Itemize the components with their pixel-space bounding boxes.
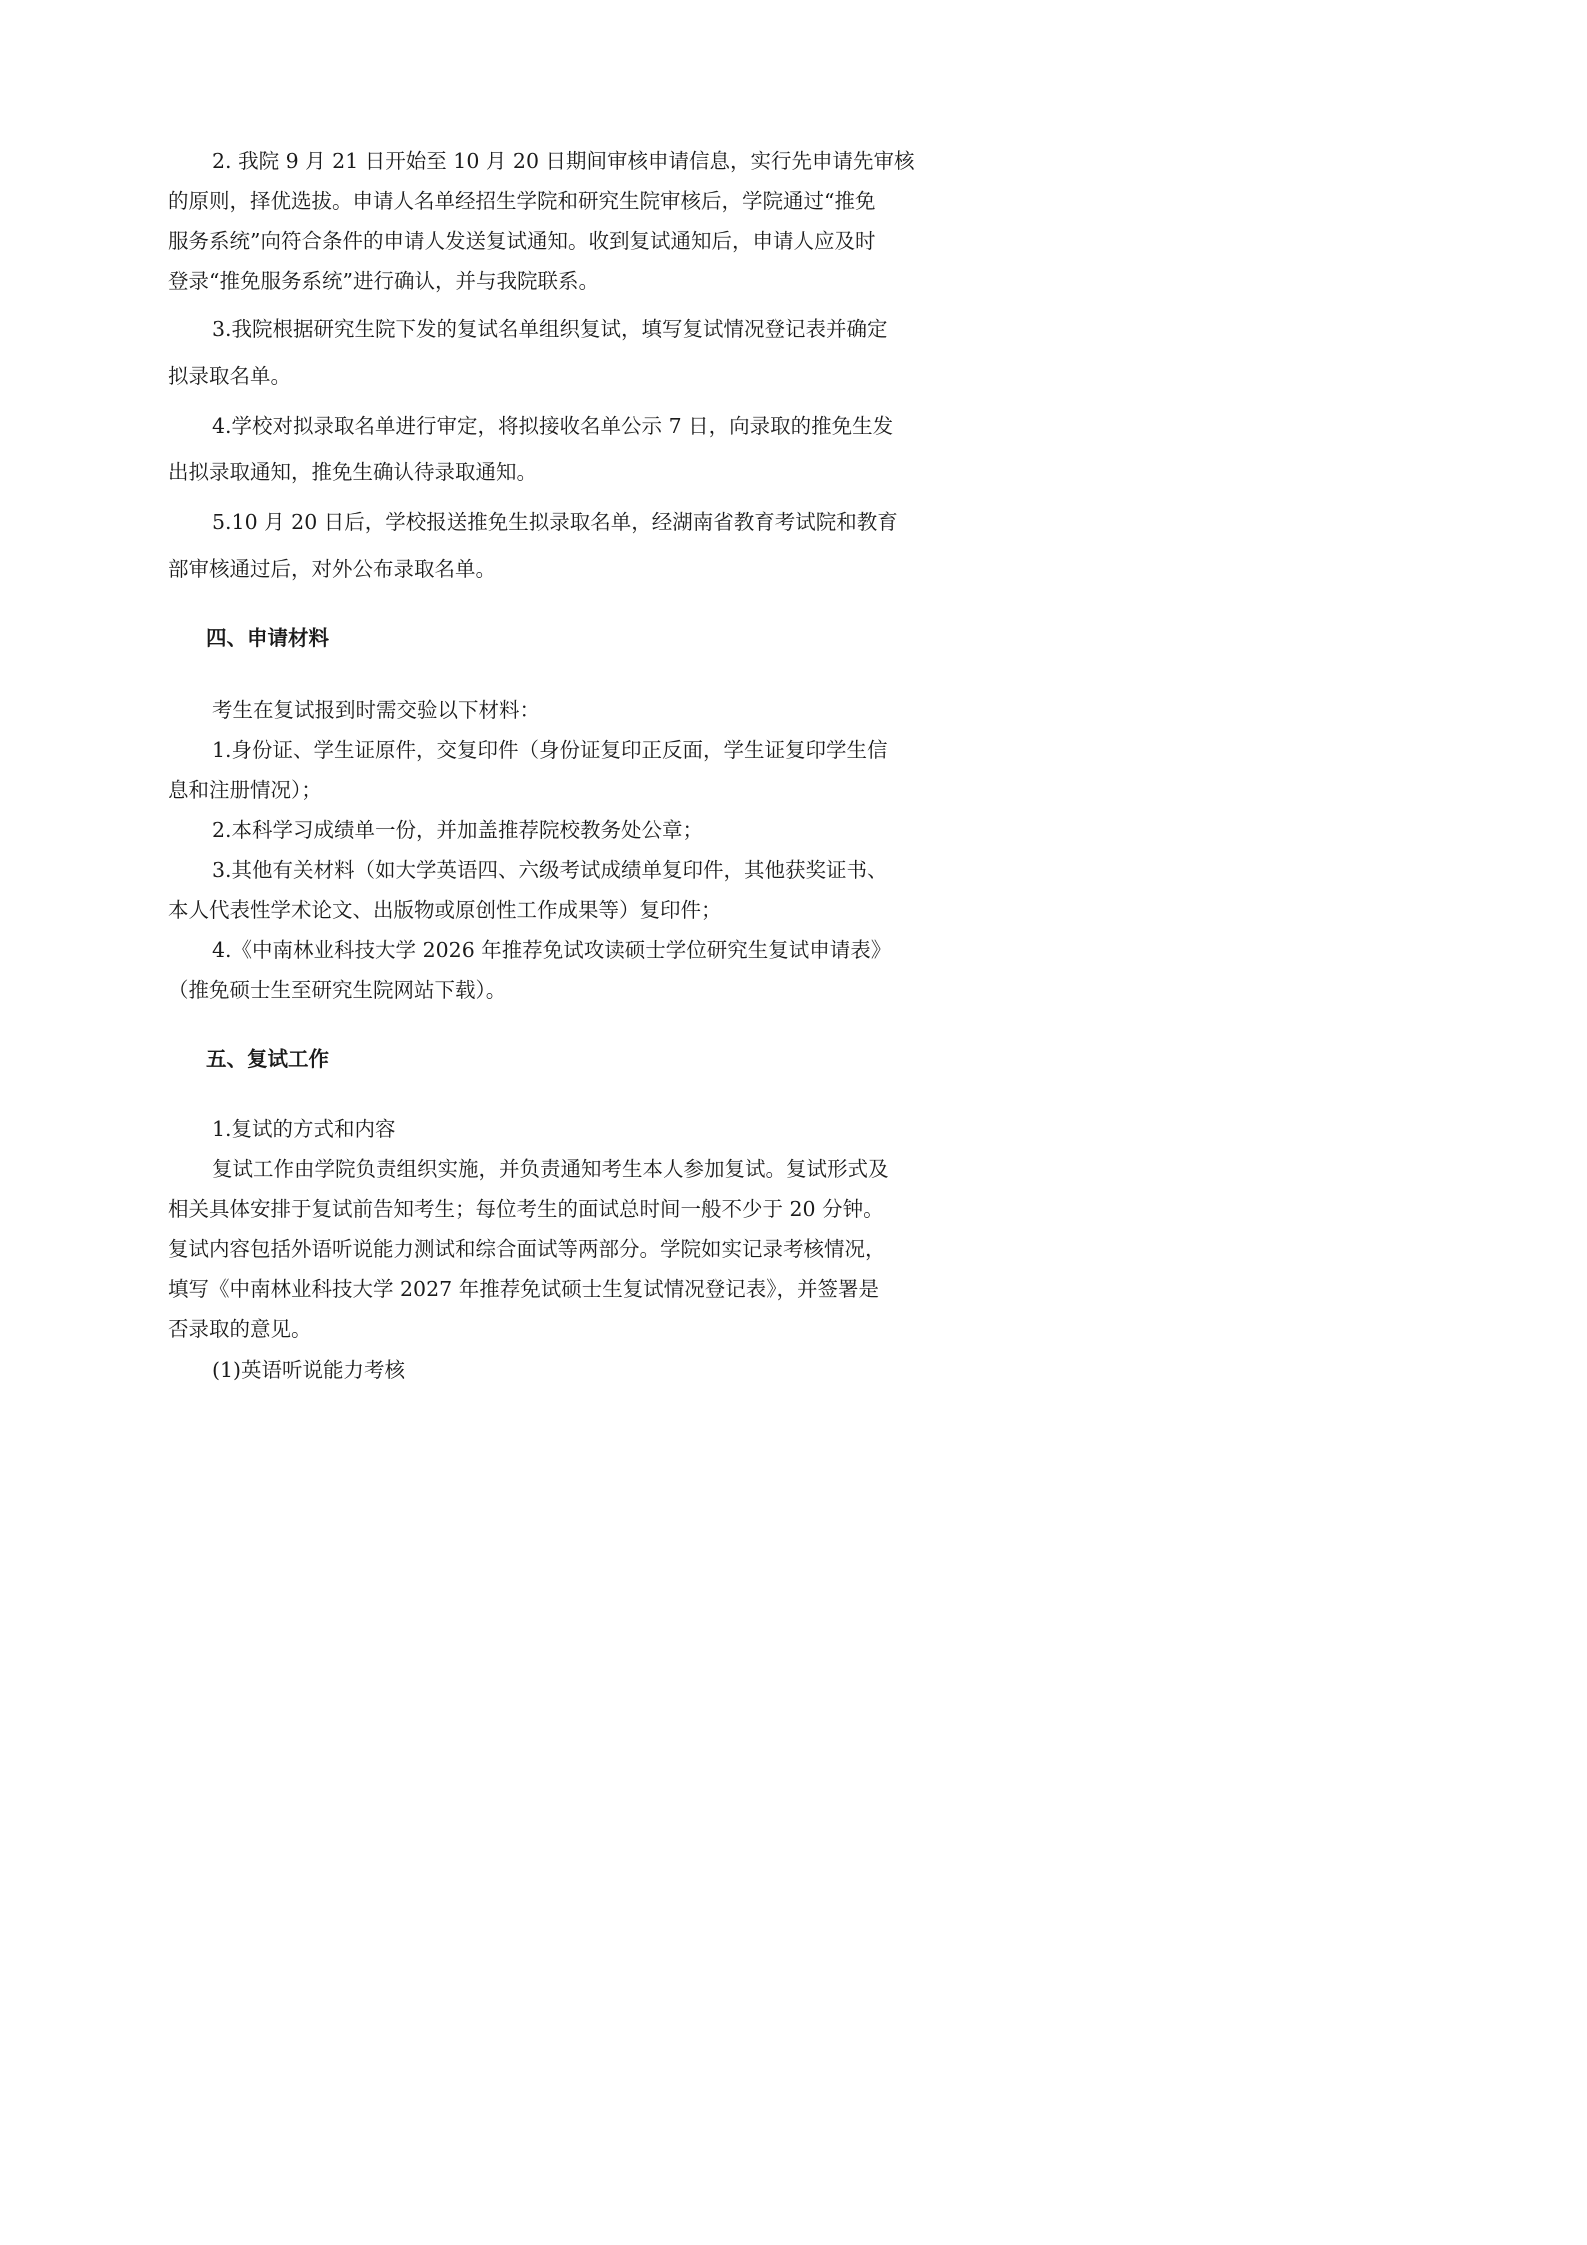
material-1-line-2: 息和注册情况）；: [168, 778, 322, 802]
paragraph-item-2-line-3: 服务系统”向符合条件的申请人发送复试通知。收到复试通知后，申请人应及时: [168, 229, 876, 253]
material-2: 2.本科学习成绩单一份，并加盖推荐院校教务处公章；: [212, 818, 704, 842]
material-3-line-1: 3.其他有关材料（如大学英语四、六级考试成绩单复印件，其他获奖证书、: [212, 858, 888, 882]
paragraph-item-2-line-4: 登录“推免服务系统”进行确认，并与我院联系。: [168, 269, 599, 293]
paragraph-item-2-line-1: 2. 我院 9 月 21 日开始至 10 月 20 日期间审核申请信息，实行先申请先审核: [212, 149, 915, 173]
section-heading-reexamination: 五、复试工作: [206, 1047, 329, 1071]
material-4-line-1: 4.《中南林业科技大学 2026 年推荐免试攻读硕士学位研究生复试申请表》: [212, 938, 892, 962]
reexam-paragraph-line-3: 复试内容包括外语听说能力测试和综合面试等两部分。学院如实记录考核情况，: [168, 1237, 886, 1261]
paragraph-item-4-line-1: 4.学校对拟录取名单进行审定，将拟接收名单公示 7 日，向录取的推免生发: [212, 414, 894, 438]
material-3-line-2: 本人代表性学术论文、出版物或原创性工作成果等）复印件；: [168, 898, 722, 922]
subsection-method-and-content: 1.复试的方式和内容: [212, 1117, 396, 1141]
materials-intro: 考生在复试报到时需交验以下材料：: [212, 698, 540, 722]
reexam-paragraph-line-4: 填写《中南林业科技大学 2027 年推荐免试硕士生复试情况登记表》，并签署是: [168, 1277, 879, 1301]
paragraph-item-3-line-1: 3.我院根据研究生院下发的复试名单组织复试，填写复试情况登记表并确定: [212, 317, 888, 341]
material-1-line-1: 1.身份证、学生证原件，交复印件（身份证复印正反面，学生证复印学生信: [212, 738, 888, 762]
paragraph-item-5-line-1: 5.10 月 20 日后，学校报送推免生拟录取名单，经湖南省教育考试院和教育: [212, 510, 898, 534]
reexam-paragraph-line-2: 相关具体安排于复试前告知考生；每位考生的面试总时间一般不少于 20 分钟。: [168, 1197, 884, 1221]
paragraph-item-3-line-2: 拟录取名单。: [168, 364, 291, 388]
paragraph-item-2-line-2: 的原则，择优选拔。申请人名单经招生学院和研究生院审核后，学院通过“推免: [168, 189, 876, 213]
material-4-line-2: （推免硕士生至研究生院网站下载）。: [168, 978, 507, 1002]
paragraph-item-4-line-2: 出拟录取通知，推免生确认待录取通知。: [168, 460, 537, 484]
reexam-paragraph-line-1: 复试工作由学院负责组织实施，并负责通知考生本人参加复试。复试形式及: [212, 1157, 889, 1181]
section-heading-application-materials: 四、申请材料: [206, 626, 329, 650]
subsection-english-listening-speaking: (1)英语听说能力考核: [212, 1358, 406, 1382]
reexam-paragraph-line-5: 否录取的意见。: [168, 1317, 312, 1341]
paragraph-item-5-line-2: 部审核通过后，对外公布录取名单。: [168, 557, 496, 581]
document-page: [0, 0, 1100, 1556]
